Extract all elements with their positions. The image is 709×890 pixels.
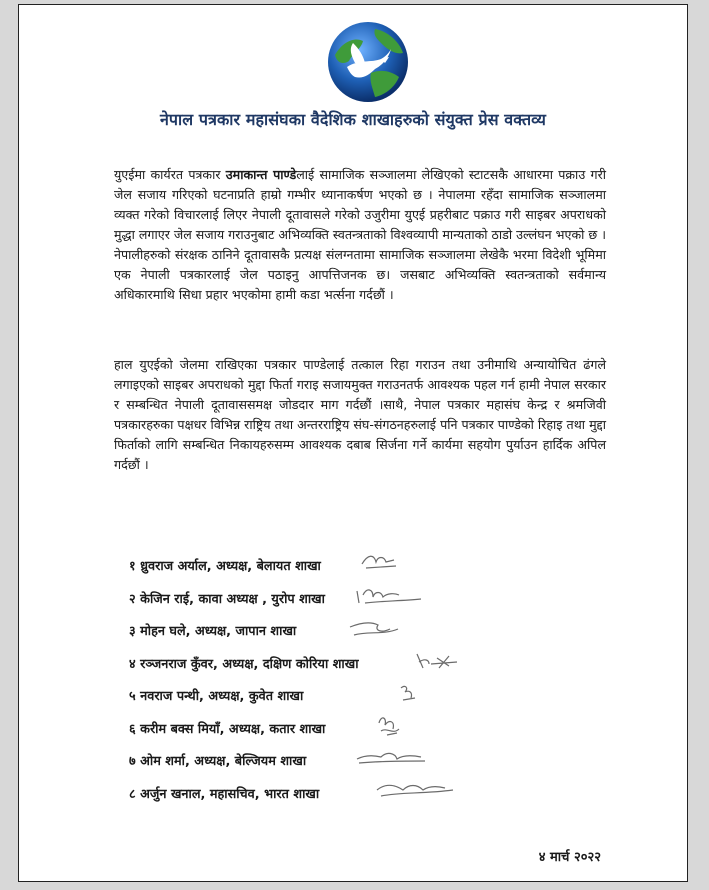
signatory-row	[129, 621, 609, 654]
signature-mark	[351, 581, 451, 607]
signatory-text: ७ ओम शर्मा, अध्यक्ष, बेल्जियम शाखा	[129, 754, 307, 769]
signatory-text: १ ध्रुवराज अर्याल, अध्यक्ष, बेलायत शाखा	[129, 559, 321, 574]
signatory-text: ४ रञ्जनराज कुँवर, अध्यक्ष, दक्षिण कोरिया शाखा	[129, 656, 359, 672]
signatory-list	[129, 556, 609, 816]
paragraph-1-rest: लाई सामाजिक सञ्जालमा लेखिएको स्टाटसकै आधारमा पक्राउ गरी जेल सजाय गरिएको घटनाप्रति हाम्रो गम्भीर ध्यानाकर्षण भएको छ । नेपालमा रहँदा सामाजिक सञ्जालमा व्यक्त गरेको विचारलाई लिएर नेपाली दूतावासले गरेको उजुरीमा युएई प्रहरीबाट पक्राउ गरी साइबर अपराधको मुद्धा लगाएर जेल सजाय गराउनुबाट अभिव्यक्ति स्वतन्त्रताको विश्वव्यापी मान्यताको ठाडो उल्लंघन भएको छ । नेपालीहरुको संरक्षक ठानिने दूतावासकै प्रत्यक्ष संलग्नतामा सामाजिक सञ्जालमा लेखेकै भरमा विदेशी भूमिमा एक नेपाली पत्रकारलाई जेल पठाइनु आपत्तिजनक छ। जसबाट अभिव्यक्ति स्वतन्त्रताको सर्वमान्य अधिकारमाथि सिधा प्रहार भएकोमा हामी कडा भर्त्सना गर्दछौं ।	[114, 167, 607, 302]
signatory-text: ५ नवराज पन्थी, अध्यक्ष, कुवेत शाखा	[129, 689, 304, 704]
signature-mark	[413, 646, 513, 672]
signatory-row	[129, 751, 609, 784]
signature-mark	[351, 743, 451, 769]
signature-mark	[344, 613, 444, 639]
document-title: नेपाल पत्रकार महासंघका वैदेशिक शाखाहरुको संयुक्त प्रेस वक्तव्य	[159, 110, 547, 129]
signatory-row	[129, 784, 609, 817]
signature-mark	[395, 678, 495, 704]
paragraph-1	[114, 165, 606, 305]
journalist-name: उमाकान्त पाण्डे	[225, 167, 297, 182]
document-page	[18, 4, 688, 882]
document-date: ४ मार्च २०२२	[538, 850, 601, 865]
signatory-row	[129, 686, 609, 719]
paragraph-2: हाल युएईको जेलमा राखिएका पत्रकार पाण्डेलाई तत्काल रिहा गराउन तथा उनीमाथि अन्यायोचित ढंगले लगाइएको साइबर अपराधको मुद्दा फिर्ता गराइ सजायमुक्त गराउनतर्फ आवश्यक पहल गर्न हामी नेपाल सरकार र सम्बन्धित नेपाली दूतावाससमक्ष जोडदार माग गर्दछौं ।साथै, नेपाल पत्रकार महासंघ केन्द्र र श्रमजिवी पत्रकारहरुका पक्षधर विभिन्न राष्ट्रिय तथा अन्तरराष्ट्रिय संघ-संगठनहरुलाई पनि पत्रकार पाण्डेको रिहाइ तथा मुद्दा फिर्ताको लागि सम्बन्धित निकायहरुसम्म आवश्यक दबाब सिर्जना गर्ने कार्यमा सहयोग पुर्याउन हार्दिक अपिल गर्दछौं ।	[114, 357, 606, 472]
paragraph-1-lead: युएईमा कार्यरत पत्रकार	[114, 167, 226, 182]
signatory-text: ६ करीम बक्स मियाँ, अध्यक्ष, कतार शाखा	[129, 721, 326, 737]
signature-mark	[354, 548, 454, 574]
signatory-text: ८ अर्जुन खनाल, महासचिव, भारत शाखा	[129, 786, 320, 802]
signatory-text: २ केजिन राई, कावा अध्यक्ष , युरोप शाखा	[129, 591, 325, 607]
signatory-text: ३ मोहन घले, अध्यक्ष, जापान शाखा	[129, 624, 297, 639]
signatory-row	[129, 654, 609, 687]
signature-mark	[373, 711, 473, 737]
signature-mark	[373, 776, 473, 802]
globe-dove-logo-icon	[325, 19, 411, 105]
